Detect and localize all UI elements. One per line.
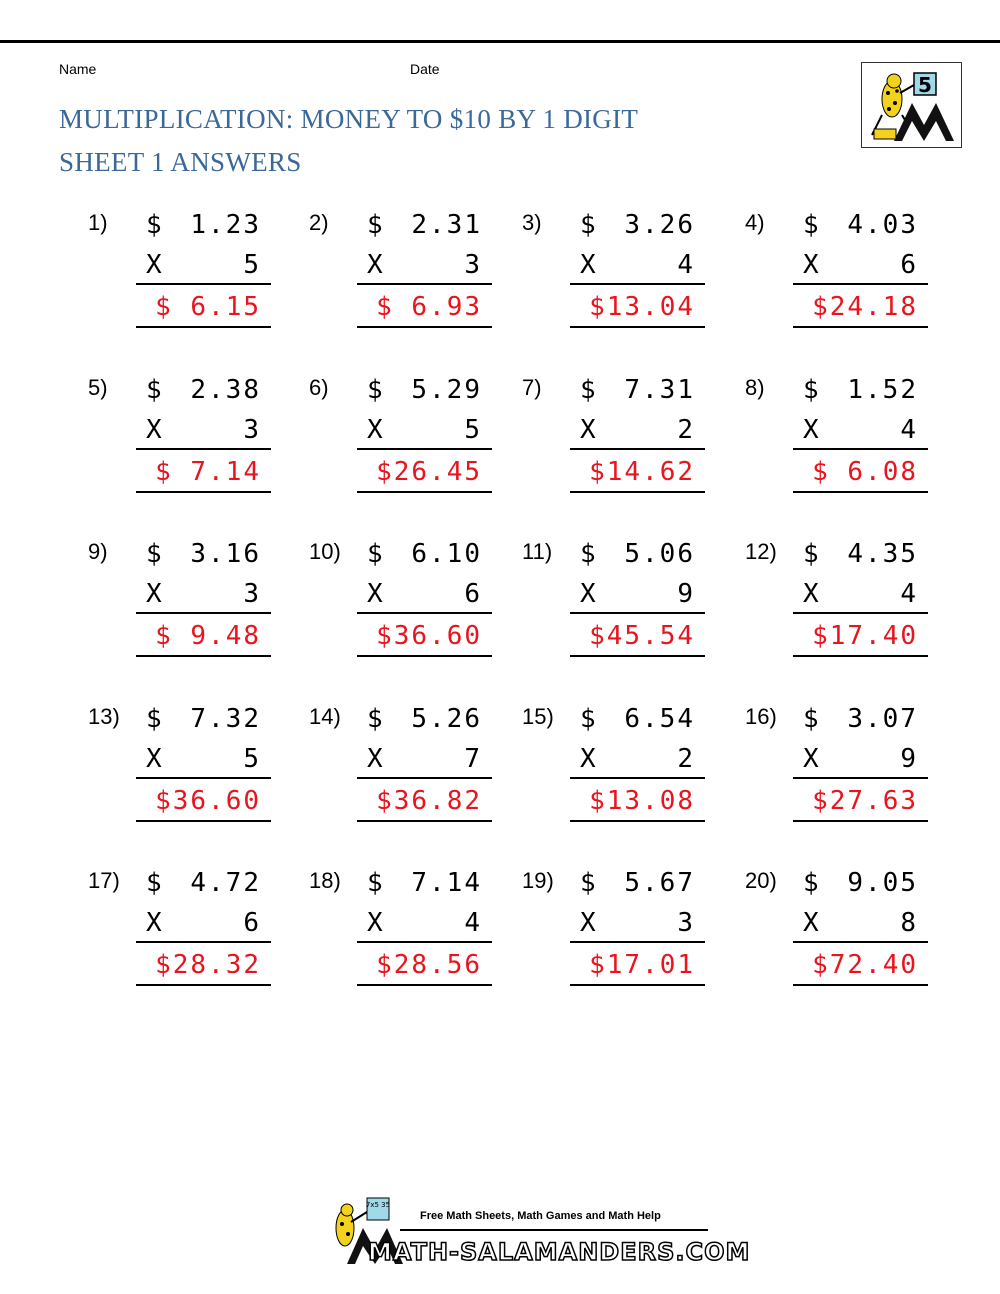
multiplier-row xyxy=(367,415,482,447)
times-sign: X xyxy=(580,579,598,609)
footer-brand: MATH-SALAMANDERS.COM xyxy=(368,1238,751,1266)
multiplier-row xyxy=(367,579,482,611)
dollar-sign: $ xyxy=(803,539,821,569)
answer-row xyxy=(803,292,918,324)
amount-value: 7.31 xyxy=(624,375,695,405)
answer-rule xyxy=(570,448,705,450)
times-sign: X xyxy=(146,744,164,774)
answer-row xyxy=(803,457,918,489)
problem-number: 9) xyxy=(88,539,108,564)
answer-underline xyxy=(136,655,271,657)
problem-18 xyxy=(309,868,519,1018)
answer-value: $26.45 xyxy=(376,457,482,487)
problem-number: 15) xyxy=(522,704,554,729)
multiplier-value: 6 xyxy=(464,579,482,609)
dollar-sign: $ xyxy=(367,868,385,898)
answer-row xyxy=(580,457,695,489)
times-sign: X xyxy=(803,579,821,609)
dollar-sign: $ xyxy=(803,210,821,240)
footer-tagline: Free Math Sheets, Math Games and Math Help xyxy=(420,1210,661,1222)
problem-13 xyxy=(88,704,298,854)
answer-underline xyxy=(136,326,271,328)
answer-value: $ 9.48 xyxy=(155,621,261,651)
answer-row xyxy=(803,621,918,653)
answer-underline xyxy=(793,655,928,657)
multiplier-row xyxy=(803,744,918,776)
multiplier-row xyxy=(580,250,695,282)
answer-row xyxy=(367,950,482,982)
multiplier-value: 2 xyxy=(677,415,695,445)
answer-underline xyxy=(570,326,705,328)
problem-number: 6) xyxy=(309,375,329,400)
problem-2 xyxy=(309,210,519,360)
amount-row xyxy=(146,375,261,407)
problem-number: 13) xyxy=(88,704,120,729)
amount-value: 5.67 xyxy=(624,868,695,898)
amount-value: 2.38 xyxy=(190,375,261,405)
answer-underline xyxy=(357,491,492,493)
problem-7 xyxy=(522,375,732,525)
amount-row xyxy=(367,539,482,571)
answer-underline xyxy=(793,984,928,986)
multiplier-value: 6 xyxy=(900,250,918,280)
problem-19 xyxy=(522,868,732,1018)
answer-value: $28.32 xyxy=(155,950,261,980)
page-subtitle: SHEET 1 ANSWERS xyxy=(59,147,302,177)
answer-row xyxy=(580,621,695,653)
answer-rule xyxy=(357,283,492,285)
amount-row xyxy=(146,539,261,571)
answer-rule xyxy=(357,941,492,943)
grade-logo xyxy=(861,62,962,148)
amount-value: 1.52 xyxy=(847,375,918,405)
amount-value: 1.23 xyxy=(190,210,261,240)
amount-row xyxy=(803,375,918,407)
amount-value: 4.03 xyxy=(847,210,918,240)
amount-row xyxy=(146,704,261,736)
answer-underline xyxy=(357,655,492,657)
answer-row xyxy=(580,292,695,324)
salamander-logo-icon xyxy=(862,63,961,147)
amount-value: 4.35 xyxy=(847,539,918,569)
multiplier-row xyxy=(146,908,261,940)
dollar-sign: $ xyxy=(146,539,164,569)
dollar-sign: $ xyxy=(146,210,164,240)
answer-rule xyxy=(570,612,705,614)
problem-number: 12) xyxy=(745,539,777,564)
amount-value: 5.06 xyxy=(624,539,695,569)
answer-value: $28.56 xyxy=(376,950,482,980)
answer-rule xyxy=(793,777,928,779)
answer-rule xyxy=(793,941,928,943)
problem-12 xyxy=(745,539,955,689)
dollar-sign: $ xyxy=(580,868,598,898)
amount-row xyxy=(580,375,695,407)
problem-4 xyxy=(745,210,955,360)
footer-divider xyxy=(400,1229,708,1231)
answer-underline xyxy=(357,820,492,822)
amount-value: 4.72 xyxy=(190,868,261,898)
dollar-sign: $ xyxy=(146,704,164,734)
dollar-sign: $ xyxy=(580,539,598,569)
problem-11 xyxy=(522,539,732,689)
amount-row xyxy=(367,375,482,407)
problem-number: 11) xyxy=(522,539,553,564)
answer-value: $27.63 xyxy=(812,786,918,816)
answer-underline xyxy=(570,984,705,986)
answer-value: $ 6.93 xyxy=(376,292,482,322)
amount-row xyxy=(146,868,261,900)
answer-underline xyxy=(570,491,705,493)
amount-value: 2.31 xyxy=(411,210,482,240)
times-sign: X xyxy=(580,908,598,938)
multiplier-row xyxy=(146,250,261,282)
multiplier-row xyxy=(367,250,482,282)
answer-row xyxy=(803,950,918,982)
times-sign: X xyxy=(367,908,385,938)
multiplier-row xyxy=(580,579,695,611)
problem-number: 5) xyxy=(88,375,108,400)
answer-underline xyxy=(570,655,705,657)
dollar-sign: $ xyxy=(580,210,598,240)
amount-row xyxy=(803,868,918,900)
problem-20 xyxy=(745,868,955,1018)
multiplier-value: 2 xyxy=(677,744,695,774)
answer-rule xyxy=(357,448,492,450)
answer-underline xyxy=(793,326,928,328)
multiplier-value: 6 xyxy=(243,908,261,938)
answer-row xyxy=(803,786,918,818)
amount-row xyxy=(367,868,482,900)
answer-row xyxy=(367,786,482,818)
answer-underline xyxy=(357,326,492,328)
problem-number: 10) xyxy=(309,539,341,564)
date-label: Date xyxy=(410,61,440,77)
answer-row xyxy=(146,292,261,324)
multiplier-row xyxy=(803,415,918,447)
times-sign: X xyxy=(803,415,821,445)
problem-14 xyxy=(309,704,519,854)
answer-row xyxy=(580,786,695,818)
answer-value: $13.04 xyxy=(589,292,695,322)
problem-17 xyxy=(88,868,298,1018)
answer-row xyxy=(146,950,261,982)
multiplier-row xyxy=(803,579,918,611)
answer-underline xyxy=(357,984,492,986)
multiplier-row xyxy=(580,415,695,447)
answer-value: $ 6.08 xyxy=(812,457,918,487)
answer-rule xyxy=(357,612,492,614)
times-sign: X xyxy=(146,415,164,445)
dollar-sign: $ xyxy=(146,868,164,898)
multiplier-value: 4 xyxy=(464,908,482,938)
problem-15 xyxy=(522,704,732,854)
answer-value: $24.18 xyxy=(812,292,918,322)
amount-row xyxy=(580,704,695,736)
problem-number: 4) xyxy=(745,210,765,235)
multiplier-value: 4 xyxy=(677,250,695,280)
problem-number: 8) xyxy=(745,375,765,400)
multiplier-row xyxy=(803,908,918,940)
answer-value: $ 6.15 xyxy=(155,292,261,322)
answer-row xyxy=(580,950,695,982)
amount-value: 5.26 xyxy=(411,704,482,734)
problem-number: 3) xyxy=(522,210,542,235)
times-sign: X xyxy=(803,744,821,774)
amount-row xyxy=(803,704,918,736)
amount-row xyxy=(367,704,482,736)
answer-value: $36.82 xyxy=(376,786,482,816)
answer-rule xyxy=(570,283,705,285)
dollar-sign: $ xyxy=(580,704,598,734)
dollar-sign: $ xyxy=(367,210,385,240)
times-sign: X xyxy=(803,908,821,938)
multiplier-value: 4 xyxy=(900,579,918,609)
multiplier-row xyxy=(146,744,261,776)
problem-number: 7) xyxy=(522,375,542,400)
answer-rule xyxy=(136,448,271,450)
answer-underline xyxy=(136,984,271,986)
multiplier-row xyxy=(580,908,695,940)
answer-rule xyxy=(793,448,928,450)
problem-number: 17) xyxy=(88,868,120,893)
multiplier-row xyxy=(146,579,261,611)
top-rule xyxy=(0,40,1000,43)
multiplier-value: 5 xyxy=(464,415,482,445)
answer-underline xyxy=(570,820,705,822)
dollar-sign: $ xyxy=(367,539,385,569)
problem-number: 14) xyxy=(309,704,341,729)
answer-underline xyxy=(793,820,928,822)
problem-6 xyxy=(309,375,519,525)
times-sign: X xyxy=(580,744,598,774)
answer-rule xyxy=(136,941,271,943)
problem-5 xyxy=(88,375,298,525)
multiplier-row xyxy=(367,908,482,940)
answer-rule xyxy=(570,777,705,779)
times-sign: X xyxy=(146,250,164,280)
answer-rule xyxy=(793,612,928,614)
answer-row xyxy=(367,457,482,489)
multiplier-value: 8 xyxy=(900,908,918,938)
dollar-sign: $ xyxy=(367,375,385,405)
times-sign: X xyxy=(367,415,385,445)
times-sign: X xyxy=(803,250,821,280)
problem-number: 16) xyxy=(745,704,777,729)
grade-number: 5 xyxy=(918,73,932,97)
problem-16 xyxy=(745,704,955,854)
amount-row xyxy=(367,210,482,242)
multiplier-value: 3 xyxy=(243,579,261,609)
answer-row xyxy=(146,621,261,653)
problem-8 xyxy=(745,375,955,525)
answer-rule xyxy=(136,777,271,779)
answer-underline xyxy=(136,820,271,822)
answer-underline xyxy=(136,491,271,493)
dollar-sign: $ xyxy=(367,704,385,734)
answer-value: $72.40 xyxy=(812,950,918,980)
answer-value: $45.54 xyxy=(589,621,695,651)
problem-3 xyxy=(522,210,732,360)
answer-value: $ 7.14 xyxy=(155,457,261,487)
answer-rule xyxy=(136,283,271,285)
answer-value: $13.08 xyxy=(589,786,695,816)
amount-value: 6.54 xyxy=(624,704,695,734)
answer-row xyxy=(146,786,261,818)
multiplier-value: 3 xyxy=(464,250,482,280)
multiplier-value: 9 xyxy=(677,579,695,609)
amount-value: 3.16 xyxy=(190,539,261,569)
amount-value: 9.05 xyxy=(847,868,918,898)
times-sign: X xyxy=(146,579,164,609)
problem-9 xyxy=(88,539,298,689)
times-sign: X xyxy=(367,579,385,609)
amount-row xyxy=(803,210,918,242)
amount-row xyxy=(803,539,918,571)
answer-row xyxy=(146,457,261,489)
amount-value: 7.14 xyxy=(411,868,482,898)
answer-row xyxy=(367,621,482,653)
amount-value: 6.10 xyxy=(411,539,482,569)
problem-number: 20) xyxy=(745,868,777,893)
answer-rule xyxy=(570,941,705,943)
times-sign: X xyxy=(580,415,598,445)
answer-value: $36.60 xyxy=(376,621,482,651)
page-title: MULTIPLICATION: MONEY TO $10 BY 1 DIGIT xyxy=(59,104,639,134)
answer-value: $14.62 xyxy=(589,457,695,487)
amount-row xyxy=(146,210,261,242)
problem-number: 2) xyxy=(309,210,329,235)
problem-10 xyxy=(309,539,519,689)
multiplier-row xyxy=(146,415,261,447)
times-sign: X xyxy=(146,908,164,938)
amount-value: 5.29 xyxy=(411,375,482,405)
dollar-sign: $ xyxy=(803,868,821,898)
multiplier-row xyxy=(580,744,695,776)
problem-number: 18) xyxy=(309,868,341,893)
name-label: Name xyxy=(59,61,97,77)
multiplier-value: 5 xyxy=(243,250,261,280)
times-sign: X xyxy=(580,250,598,280)
times-sign: X xyxy=(367,744,385,774)
multiplier-row xyxy=(367,744,482,776)
amount-value: 7.32 xyxy=(190,704,261,734)
svg-text:7x5 35: 7x5 35 xyxy=(365,1201,391,1209)
multiplier-value: 4 xyxy=(900,415,918,445)
times-sign: X xyxy=(367,250,385,280)
problem-1 xyxy=(88,210,298,360)
amount-row xyxy=(580,210,695,242)
multiplier-value: 3 xyxy=(243,415,261,445)
dollar-sign: $ xyxy=(803,375,821,405)
multiplier-value: 5 xyxy=(243,744,261,774)
answer-row xyxy=(367,292,482,324)
dollar-sign: $ xyxy=(580,375,598,405)
problem-number: 19) xyxy=(522,868,554,893)
dollar-sign: $ xyxy=(803,704,821,734)
multiplier-value: 3 xyxy=(677,908,695,938)
multiplier-row xyxy=(803,250,918,282)
answer-underline xyxy=(793,491,928,493)
answer-rule xyxy=(793,283,928,285)
multiplier-value: 9 xyxy=(900,744,918,774)
amount-value: 3.26 xyxy=(624,210,695,240)
amount-row xyxy=(580,868,695,900)
answer-value: $36.60 xyxy=(155,786,261,816)
answer-rule xyxy=(357,777,492,779)
answer-value: $17.40 xyxy=(812,621,918,651)
multiplier-value: 7 xyxy=(464,744,482,774)
amount-value: 3.07 xyxy=(847,704,918,734)
dollar-sign: $ xyxy=(146,375,164,405)
answer-value: $17.01 xyxy=(589,950,695,980)
answer-rule xyxy=(136,612,271,614)
problem-number: 1) xyxy=(88,210,108,235)
amount-row xyxy=(580,539,695,571)
